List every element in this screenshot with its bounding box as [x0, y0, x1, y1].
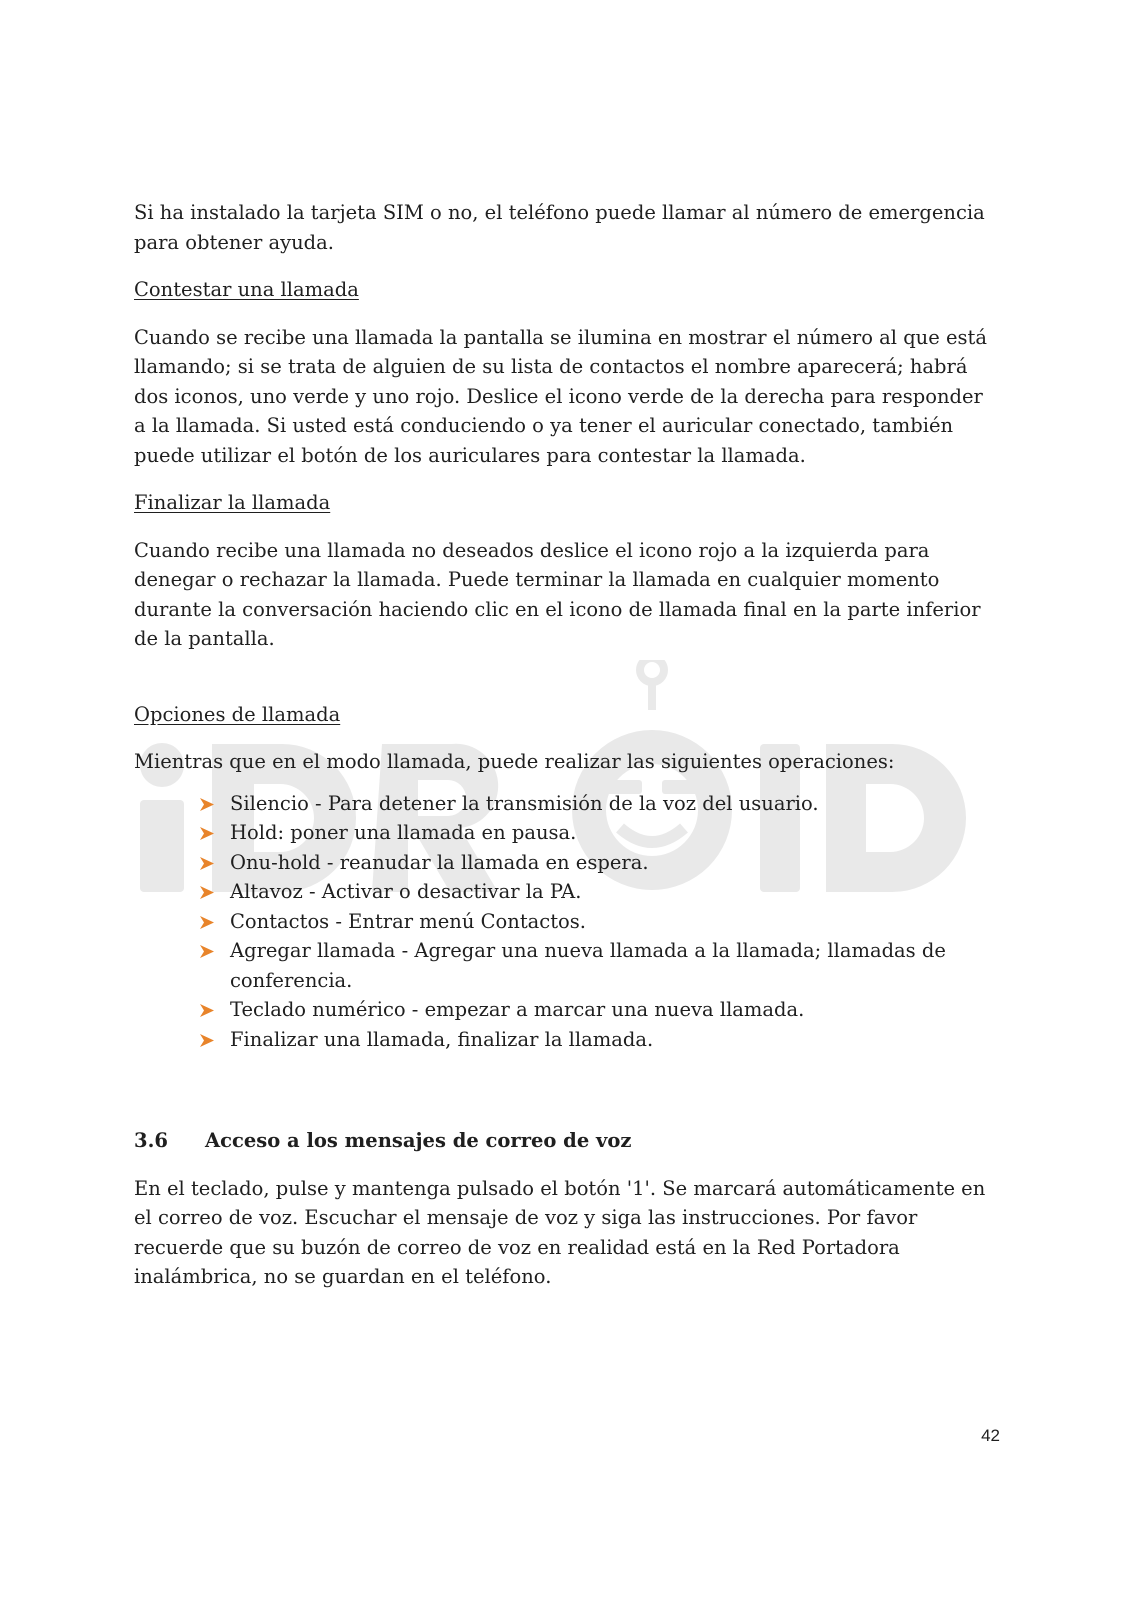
section-title: Acceso a los mensajes de correo de voz — [205, 1129, 632, 1152]
arrow-bullet-icon — [200, 857, 214, 870]
arrow-bullet-icon — [200, 798, 214, 811]
list-item-text: Agregar llamada - Agregar una nueva llamada a la llamada; llamadas de conferencia. — [230, 939, 946, 992]
end-call-paragraph: Cuando recibe una llamada no deseados deslice el icono rojo a la izquierda para denegar o rechazar la llamada. Puede terminar la llamada en cualquier momento durante la conversación haciendo clic en el icono de llamada final en la parte inferior de la pantalla. — [134, 538, 981, 650]
section-number: 3.6 — [134, 1129, 168, 1152]
call-options-list — [134, 789, 994, 1055]
intro-paragraph: Si ha instalado la tarjeta SIM o no, el teléfono puede llamar al número de emergencia para obtener ayuda. — [134, 201, 985, 254]
arrow-bullet-icon — [200, 1034, 214, 1047]
arrow-bullet-icon — [200, 945, 214, 958]
page-content — [134, 198, 994, 1310]
list-item — [198, 789, 994, 819]
answer-call-paragraph: Cuando se recibe una llamada la pantalla se ilumina en mostrar el número al que está llamando; si se trata de alguien de su lista de contactos el nombre aparecerá; habrá dos iconos, uno verde y uno rojo. Deslice el icono verde de la derecha para responder a la llamada. Si usted está conduciendo o ya tener el auricular conectado, también puede utilizar el botón de los auriculares para contestar la llamada. — [134, 325, 987, 467]
list-item — [198, 877, 994, 907]
list-item-text: Silencio - Para detener la transmisión de la voz del usuario. — [230, 791, 819, 815]
arrow-bullet-icon — [200, 916, 214, 929]
list-item — [198, 818, 994, 848]
list-item-text: Hold: poner una llamada en pausa. — [230, 821, 577, 844]
list-item-text: Finalizar una llamada, finalizar la llamada. — [230, 1027, 654, 1051]
list-item-text: Contactos - Entrar menú Contactos. — [230, 909, 586, 933]
arrow-bullet-icon — [200, 886, 214, 899]
list-item-text: Altavoz - Activar o desactivar la PA. — [230, 880, 582, 903]
arrow-bullet-icon — [200, 1004, 214, 1017]
call-options-heading: Opciones de llamada — [134, 702, 341, 726]
arrow-bullet-icon — [200, 827, 214, 840]
section-heading — [134, 1126, 994, 1156]
list-item — [198, 1025, 994, 1055]
voicemail-paragraph: En el teclado, pulse y mantenga pulsado el botón '1'. Se marcará automáticamente en el correo de voz. Escuchar el mensaje de voz y siga las instrucciones. Por favor recuerde que su buzón de correo de voz en realidad está en la Red Portadora inalámbrica, no se guardan en el teléfono. — [134, 1176, 986, 1288]
list-item-text: Teclado numérico - empezar a marcar una nueva llamada. — [230, 998, 805, 1021]
list-item-text: Onu-hold - reanudar la llamada en espera. — [230, 850, 649, 874]
call-options-intro: Mientras que en el modo llamada, puede realizar las siguientes operaciones: — [134, 750, 895, 773]
list-item — [198, 848, 994, 878]
end-call-heading: Finalizar la llamada — [134, 491, 331, 514]
list-item — [198, 907, 994, 937]
page-number: 42 — [981, 1426, 1000, 1445]
list-item — [198, 995, 994, 1025]
answer-call-heading: Contestar una llamada — [134, 278, 359, 301]
list-item — [198, 936, 994, 995]
